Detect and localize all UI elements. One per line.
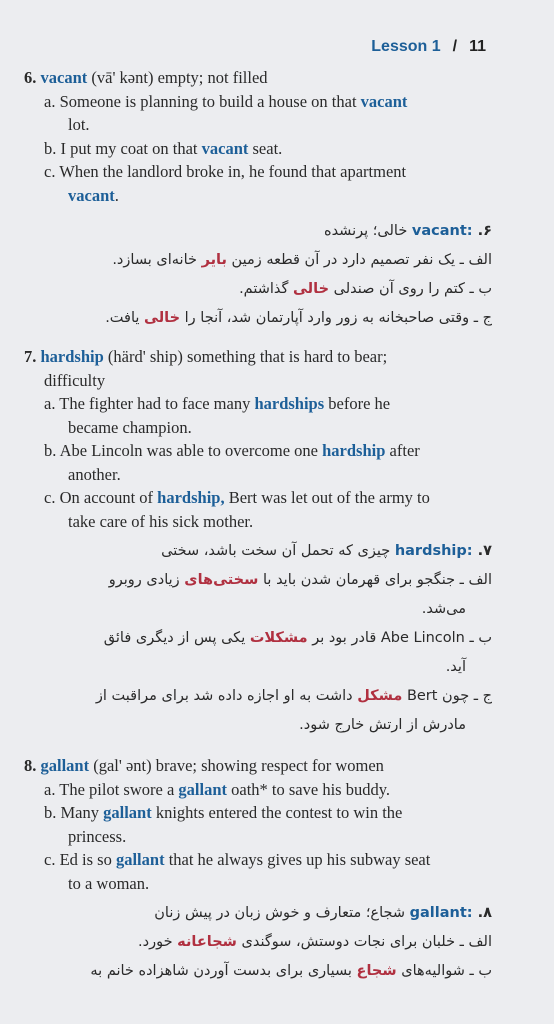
example-c-cont: to a woman.: [68, 873, 150, 893]
fa-example: ب ـ شوالیه‌های شجاع بسیاری برای بدست آوردن شاهزاده خانم به: [90, 963, 492, 979]
example-a: a. The pilot swore a gallant oath* to save his buddy.: [44, 779, 391, 799]
entry-number: 7.: [24, 347, 37, 366]
example-a-cont: lot.: [68, 115, 90, 134]
entry-number: 8.: [24, 756, 37, 775]
example-a: a. The fighter had to face many hardships before he: [44, 394, 391, 413]
example-b: b. I put my coat on that vacant seat.: [44, 138, 283, 158]
fa-example: ج ـ وقتی صاحبخانه به زور وارد آپارتمان شد، آنجا را خالی یافت.: [105, 310, 492, 326]
fa-example-cont: آید.: [445, 659, 466, 675]
example-b-cont: another.: [68, 464, 121, 484]
example-c: c. On account of hardship, Bert was let out of the army to: [44, 488, 430, 507]
fa-headline: ۶. vacant: خالی؛ پرنشده: [323, 223, 492, 239]
pronunciation-definition: (härd' ship) something that is hard to bear;: [103, 347, 388, 366]
fa-example-cont: می‌شد.: [421, 601, 466, 617]
pronunciation-definition: (gal' ənt) brave; showing respect for women: [89, 756, 384, 775]
example-c-cont: take care of his sick mother.: [68, 511, 254, 531]
header-separator: /: [452, 38, 458, 55]
keyword: vacant: [360, 91, 408, 111]
headword: gallant: [40, 756, 90, 775]
pronunciation-definition: (vā' kənt) empty; not filled: [87, 68, 268, 87]
keyword: gallant: [178, 779, 228, 799]
example-a-cont: became champion.: [68, 417, 192, 437]
headword: hardship: [40, 347, 104, 366]
definition-cont: difficulty: [44, 370, 106, 390]
lesson-label: Lesson 1: [371, 38, 441, 55]
example-c: c. When the landlord broke in, he found that apartment: [44, 162, 407, 181]
fa-example: الف ـ خلبان برای نجات دوستش، سوگندی شجاعانه خورد.: [138, 934, 492, 950]
fa-example: ب ـ Abe Lincoln قادر بود بر مشکلات یکی پس از دیگری فائق: [103, 630, 492, 646]
entry-headline: [24, 345, 494, 369]
entry-vacant: [24, 66, 494, 333]
keyword: gallant: [115, 850, 165, 869]
example-c-cont: vacant.: [68, 185, 119, 205]
fa-example: ج ـ چون Bert مشکل داشت به او اجازه داده شد برای مراقبت از: [95, 688, 492, 704]
page-number: 11: [469, 38, 486, 55]
example-c: c. Ed is so gallant that he always gives up his subway seat: [44, 850, 431, 869]
fa-example: الف ـ یک نفر تصمیم دارد در آن قطعه زمین بایر خانه‌ای بسازد.: [112, 252, 492, 268]
entry-number: 6.: [24, 68, 37, 87]
fa-headline: ۷. hardship: چیزی که تحمل آن سخت باشد، سختی: [161, 543, 492, 559]
fa-headline: ۸. gallant: شجاع؛ متعارف و خوش زبان در پیش زنان: [154, 905, 492, 921]
entry-gallant: [24, 754, 494, 986]
keyword: vacant: [68, 185, 115, 205]
keyword: vacant: [201, 138, 249, 158]
keyword: hardship: [322, 441, 386, 460]
keyword: gallant: [103, 803, 152, 822]
fa-example: الف ـ جنگجو برای قهرمان شدن باید با سختی‌های زیادی روبرو: [108, 572, 492, 588]
entry-headline: [24, 754, 494, 778]
keyword: hardships: [254, 394, 325, 413]
example-b: b. Many gallant knights entered the contest to win the: [44, 803, 403, 822]
example-b: b. Abe Lincoln was able to overcome one hardship after: [44, 441, 420, 460]
entry-hardship: [24, 345, 494, 740]
headword: vacant: [40, 68, 88, 87]
keyword: hardship,: [157, 488, 225, 507]
entry-headline: [24, 66, 494, 90]
fa-example: ب ـ کتم را روی آن صندلی خالی گذاشتم.: [239, 281, 492, 297]
fa-example-cont: مادرش از ارتش خارج شود.: [299, 717, 466, 733]
example-a: a. Someone is planning to build a house on that vacant: [44, 91, 408, 111]
example-b-cont: princess.: [68, 826, 127, 846]
page-header: [371, 38, 486, 56]
